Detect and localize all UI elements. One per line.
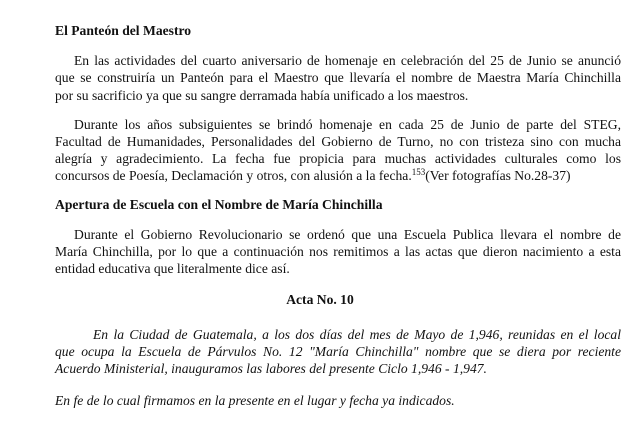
acta-line: En la Ciudad de Guatemala, a los dos días del mes de Mayo de 1,946, reunidas en el local: [93, 327, 621, 342]
paragraph-line-with-footnote: [55, 167, 621, 184]
paragraph-line: María Chinchilla, por lo que a continuación nos remitimos a las actas que dieron nacimiento a esta: [55, 244, 621, 259]
paragraph-line: alegría y agradecimiento. La fecha fue propicia para muchas actividades culturales como los: [55, 151, 621, 166]
photo-reference: (Ver fotografías No.28-37): [425, 168, 571, 183]
paragraph-line: Durante los años subsiguientes se brindó homenaje en cada 25 de Junio de parte del STEG,: [74, 117, 621, 132]
footnote-reference: 153: [411, 167, 426, 177]
paragraph-line: Durante el Gobierno Revolucionario se ordenó que una Escuela Publica llevara el nombre de: [74, 227, 621, 242]
acta-line: que ocupa la Escuela de Párvulos No. 12 "María Chinchilla" nombre que se diera por reciente: [55, 344, 621, 359]
acta-closing: En fe de lo cual firmamos en la presente en el lugar y fecha ya indicados.: [55, 393, 455, 408]
section-heading-panteon: El Panteón del Maestro: [55, 23, 192, 38]
paragraph-text: concursos de Poesía, Declamación y otros, con alusión a la fecha.: [55, 168, 412, 183]
paragraph-line: que se construiría un Panteón para el Maestro que llevaría el nombre de Maestra María Chinchilla: [55, 70, 621, 85]
acta-line: Acuerdo Ministerial, inauguramos las labores del presente Ciclo 1,946 - 1,947.: [55, 361, 487, 376]
paragraph-line: por su sacrificio ya que su sangre derramada había unificado a los maestros.: [55, 88, 469, 103]
paragraph-line: En las actividades del cuarto aniversario de homenaje en celebración del 25 de Junio se anunció: [74, 53, 621, 68]
section-heading-escuela: Apertura de Escuela con el Nombre de María Chinchilla: [55, 197, 383, 212]
paragraph-line: Facultad de Humanidades, Personalidades del Gobierno de Turno, no con tristeza sino con mucha: [55, 134, 621, 149]
paragraph-line: entidad educativa que literalmente dice así.: [55, 261, 290, 276]
acta-title: Acta No. 10: [286, 292, 354, 307]
